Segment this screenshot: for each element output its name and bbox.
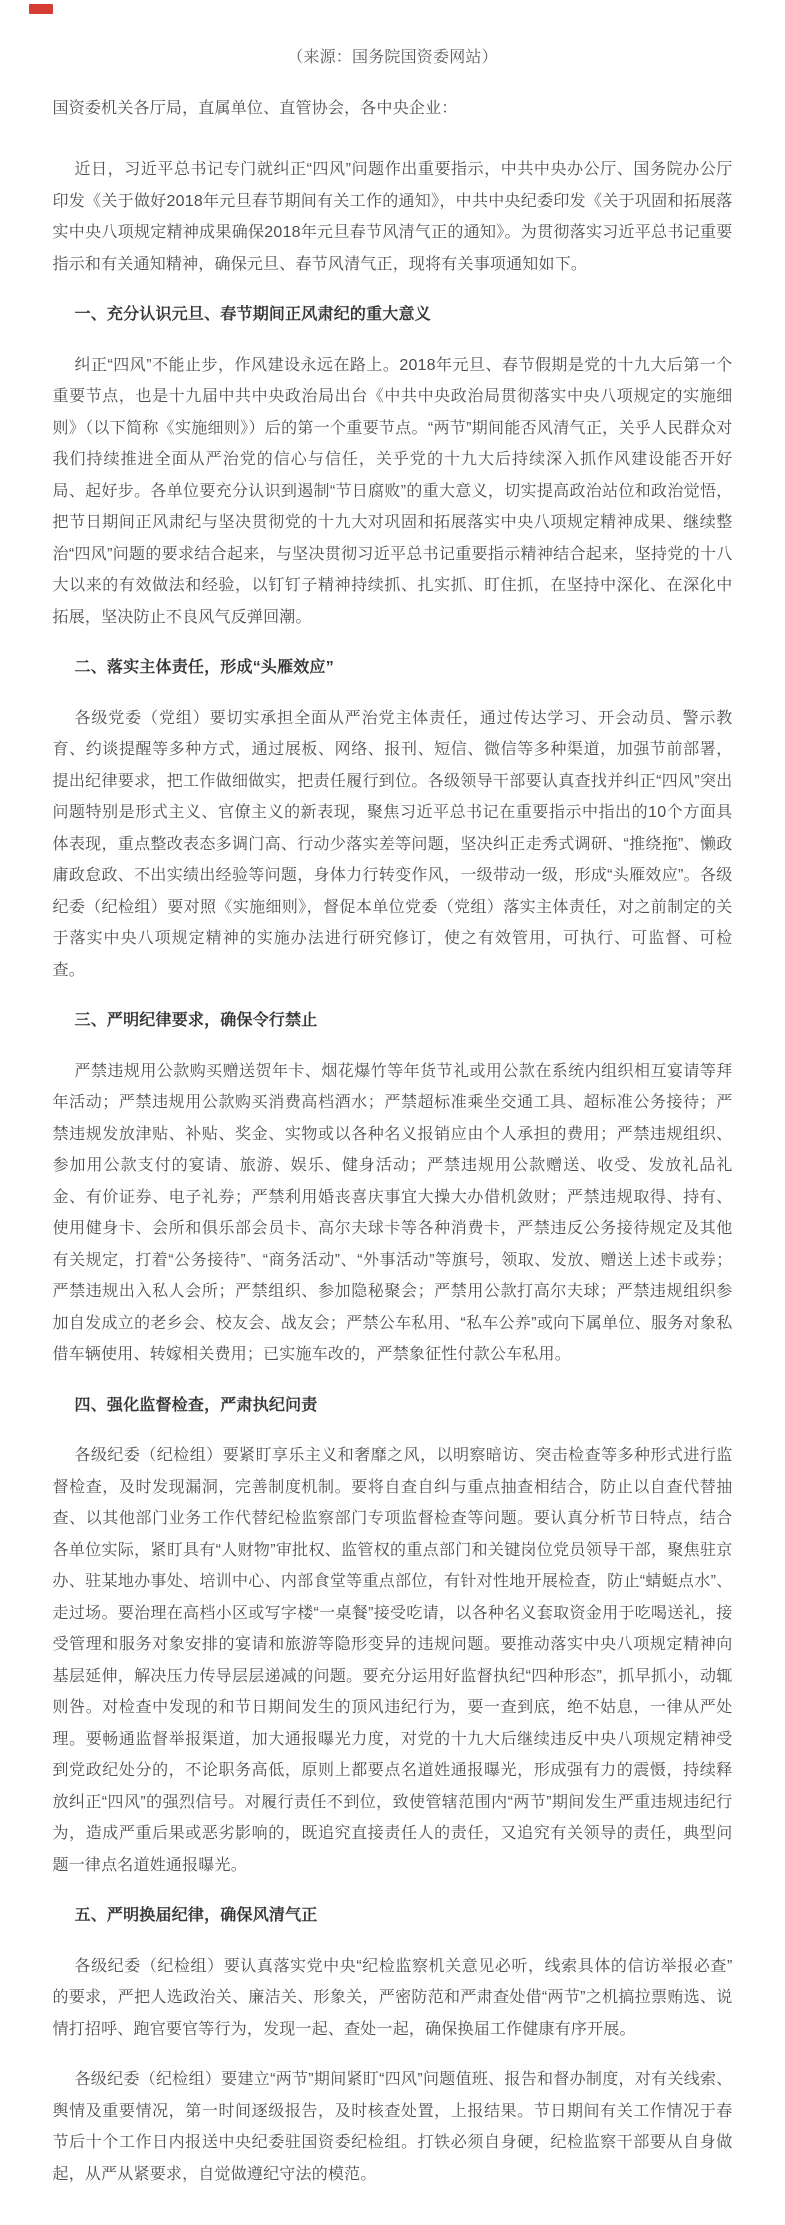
section-5-paragraph-1: 各级纪委（纪检组）要认真落实党中央“纪检监察机关意见必听，线索具体的信访举报必查”的要求，严把人选政治关、廉洁关、形象关，严密防范和严肃查处借“两节”之机搞拉票贿选、说情打招呼、跑官要官等行为，发现一起、查处一起，确保换届工作健康有序开展。: [52, 1957, 733, 2038]
section-4-paragraph: 各级纪委（纪检组）要紧盯享乐主义和奢靡之风，以明察暗访、突击检查等多种形式进行监督检查，及时发现漏洞，完善制度机制。要将自查自纠与重点抽查相结合，防止以自查代替抽查、以其他部门业务工作代替纪检监察部门专项监督检查等问题。要认真分析节日特点，结合各单位实际，紧盯具有“人财物”审批权、监管权的重点部门和关键岗位党员领导干部，聚焦驻京办、驻某地办事处、培训中心、内部食堂等重点部位，有针对性地开展检查，防止“蜻蜓点水”、走过场。要治理在高档小区或写字楼“一桌餐”接受吃请，以各种名义套取资金用于吃喝送礼，接受管理和服务对象安排的宴请和旅游等隐形变异的违规问题。要推动落实中央八项规定精神向基层延伸，解决压力传导层层递减的问题。要充分运用好监督执纪“四种形态”，抓早抓小，动辄则咎。对检查中发现的和节日期间发生的顶风违纪行为，要一查到底，绝不姑息，一律从严处理。要畅通监督举报渠道，加大通报曝光力度，对党的十九大后继续违反中央八项规定精神受到党政纪处分的，不论职务高低，原则上都要点名道姓通报曝光，形成强有力的震慑，持续释放纠正“四风”的强烈信号。对履行责任不到位，致使管辖范围内“两节”期间发生严重违规违纪行为，造成严重后果或恶劣影响的，既追究直接责任人的责任，又追究有关领导的责任，典型问题一律点名道姓通报曝光。: [52, 1447, 733, 1874]
corner-red-mark: [29, 4, 53, 14]
source-line: （来源：国务院国资委网站）: [287, 49, 498, 66]
section-5-heading: 五、严明换届纪律，确保风清气正: [74, 1907, 318, 1924]
section-3-heading: 三、严明纪律要求，确保令行禁止: [74, 1012, 318, 1029]
section-4-heading: 四、强化监督检查，严肃执纪问责: [74, 1396, 318, 1414]
section-5-paragraph-2: 各级纪委（纪检组）要建立“两节”期间紧盯“四风”问题值班、报告和督办制度，对有关线索、舆情及重要情况，第一时间逐级报告，及时核查处置，上报结果。节日期间有关工作情况于春节后十个工作日内报送中央纪委驻国资委纪检组。打铁必须自身硬，纪检监察干部要从自身做起，从严从紧要求，自觉做遵纪守法的模范。: [52, 2071, 733, 2183]
intro-paragraph: 近日，习近平总书记专门就纠正“四风”问题作出重要指示，中共中央办公厅、国务院办公厅印发《关于做好2018年元旦春节期间有关工作的通知》，中共中央纪委印发《关于巩固和拓展落实中央八项规定精神成果确保2018年元旦春节风清气正的通知》。为贯彻落实习近平总书记重要指示和有关通知精神，确保元旦、春节风清气正，现将有关事项通知如下。: [52, 161, 733, 273]
section-3-paragraph: 严禁违规用公款购买赠送贺年卡、烟花爆竹等年货节礼或用公款在系统内组织相互宴请等拜年活动；严禁违规用公款购买消费高档酒水；严禁超标准乘坐交通工具、超标准公务接待；严禁违规发放津贴、补贴、奖金、实物或以各种名义报销应由个人承担的费用；严禁违规组织、参加用公款支付的宴请、旅游、娱乐、健身活动；严禁违规用公款赠送、收受、发放礼品礼金、有价证券、电子礼券；严禁利用婚丧喜庆事宜大操大办借机敛财；严禁违规取得、持有、使用健身卡、会所和俱乐部会员卡、高尔夫球卡等各种消费卡，严禁违反公务接待规定及其他有关规定，打着“公务接待”、“商务活动”、“外事活动”等旗号，领取、发放、赠送上述卡或券；严禁违规出入私人会所；严禁组织、参加隐秘聚会；严禁用公款打高尔夫球；严禁违规组织参加自发成立的老乡会、校友会、战友会；严禁公车私用、“私车公养”或向下属单位、服务对象私借车辆使用、转嫁相关费用；已实施车改的，严禁象征性付款公车私用。: [52, 1062, 733, 1363]
section-2-heading: 二、落实主体责任，形成“头雁效应”: [74, 659, 334, 676]
section-2-paragraph: 各级党委（党组）要切实承担全面从严治党主体责任，通过传达学习、开会动员、警示教育、约谈提醒等多种方式，通过展板、网络、报刊、短信、微信等多种渠道，加强节前部署，提出纪律要求，把工作做细做实，把责任履行到位。各级领导干部要认真查找并纠正“四风”突出问题特别是形式主义、官僚主义的新表现，聚焦习近平总书记在重要指示中指出的10个方面具体表现，重点整改表态多调门高、行动少落实差等问题，坚决纠正走秀式调研、“推绕拖”、懒政庸政怠政、不出实绩出经验等问题，身体力行转变作风，一级带动一级，形成“头雁效应”。各级纪委（纪检组）要对照《实施细则》，督促本单位党委（党组）落实主体责任，对之前制定的关于落实中央八项规定精神的实施办法进行研究修订，使之有效管用，可执行、可监督、可检查。: [52, 709, 733, 979]
salutation: 国资委机关各厅局，直属单位、直管协会，各中央企业：: [52, 99, 458, 117]
section-1-heading: 一、充分认识元旦、春节期间正风肃纪的重大意义: [74, 306, 431, 323]
article-content: [53, 0, 733, 2225]
section-1-paragraph: 纠正“四风”不能止步，作风建设永远在路上。2018年元旦、春节假期是党的十九大后第一个重要节点，也是十九届中共中央政治局出台《中共中央政治局贯彻落实中央八项规定的实施细则》（以下简称《实施细则》）后的第一个重要节点。“两节”期间能否风清气正，关乎人民群众对我们持续推进全面从严治党的信心与信任，关乎党的十九大后持续深入抓作风建设能否开好局、起好步。各单位要充分认识到遏制“节日腐败”的重大意义，切实提高政治站位和政治觉悟，把节日期间正风肃纪与坚决贯彻党的十九大对巩固和拓展落实中央八项规定精神成果、继续整治“四风”问题的要求结合起来，与坚决贯彻习近平总书记重要指示精神结合起来，坚持党的十八大以来的有效做法和经验，以钉钉子精神持续抓、扎实抓、盯住抓，在坚持中深化、在深化中拓展，坚决防止不良风气反弹回潮。: [52, 356, 733, 626]
